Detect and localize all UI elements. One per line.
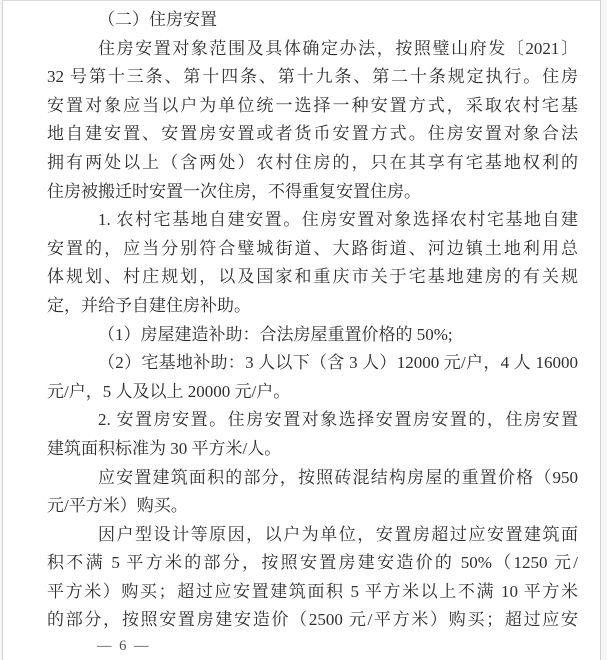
- doc-line: 安置的，应当分别符合璧城街道、大路街道、河边镇土地利用总: [47, 238, 578, 258]
- doc-line: 住房安置对象范围及具体确定办法，按照璧山府发〔2021〕: [98, 38, 578, 58]
- doc-line: 地自建安置、安置房安置或者货币安置方式。住房安置对象合法: [47, 124, 578, 144]
- document-page: [2, 0, 601, 660]
- doc-line: 1. 农村宅基地自建安置。住房安置对象选择农村宅基地自建: [98, 210, 578, 230]
- doc-line: （1）房屋建造补助：合法房屋重置价格的 50%;: [98, 324, 453, 344]
- page-number: — 6 —: [97, 638, 151, 654]
- doc-line: 积不满 5 平方米的部分，按照安置房建安造价的 50%（1250 元/: [47, 553, 578, 573]
- doc-line: 定，并给予自建住房补助。: [47, 295, 251, 315]
- doc-line: 32 号第十三条、第十四条、第十九条、第二十条规定执行。住房: [47, 67, 578, 87]
- doc-line: 平方米）购买；超过应安置建筑面积 5 平方米以上不满 10 平方米: [47, 581, 578, 601]
- doc-line: 元/户，5 人及以上 20000 元/户。: [47, 381, 291, 401]
- doc-line: 体规划、村庄规划，以及国家和重庆市关于宅基地建房的有关规: [47, 267, 578, 287]
- doc-line: 住房被搬迁时安置一次住房，不得重复安置住房。: [47, 181, 421, 201]
- doc-line: 拥有两处以上（含两处）农村住房的，只在其享有宅基地权利的: [47, 152, 578, 172]
- doc-line: 因户型设计等原因，以户为单位，安置房超过应安置建筑面: [98, 524, 578, 544]
- doc-line: （2）宅基地补助：3 人以下（含 3 人）12000 元/户，4 人 16000: [98, 353, 578, 373]
- doc-line: 应安置建筑面积的部分，按照砖混结构房屋的重置价格（950: [98, 467, 578, 487]
- doc-line: 建筑面积标准为 30 平方米/人。: [47, 438, 282, 458]
- doc-line: 的部分，按照安置房建安造价（2500 元/平方米）购买；超过应安: [47, 610, 578, 630]
- doc-line: 安置对象应当以户为单位统一选择一种安置方式，采取农村宅基: [47, 95, 578, 115]
- doc-line: 2. 安置房安置。住房安置对象选择安置房安置的，住房安置: [98, 410, 578, 430]
- doc-line: 元/平方米）购买。: [47, 496, 188, 516]
- section-heading: （二）住房安置: [98, 10, 217, 29]
